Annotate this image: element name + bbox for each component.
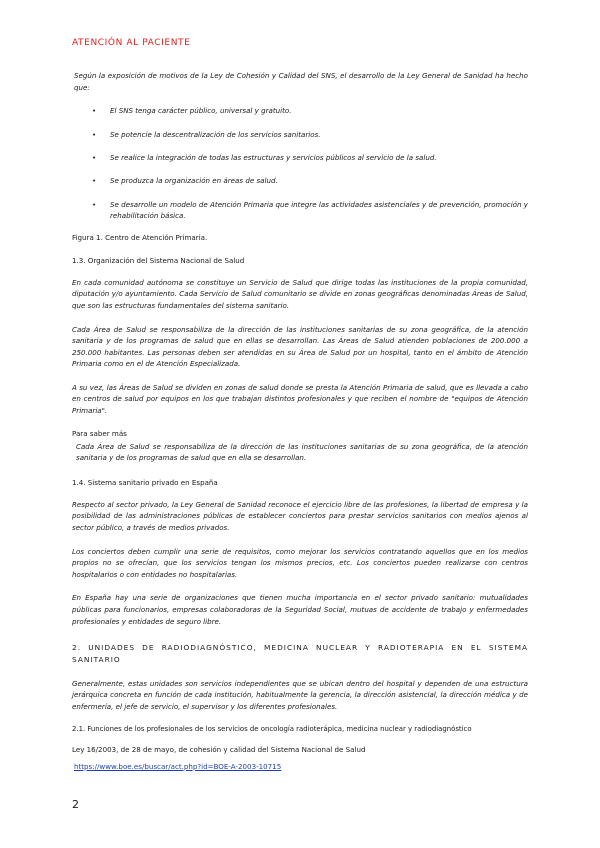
boe-link[interactable]: https://www.boe.es/buscar/act.php?id=BOE-A-2003-10715: [74, 761, 282, 771]
para-saber-mas-text: Cada Área de Salud se responsabiliza de la dirección de las instituciones sanitarias de su zona geográfica, de la atención sanitaria y de los programas de salud que en ella se desarrollan.: [76, 441, 528, 463]
paragraph: Los conciertos deben cumplir una serie de requisitos, como mejorar los servicios contratando aquellos que en los medios propios no se ofrecían, que los servicios tengan los mismos precios, etc. Los conciertos pueden realizarse con centros hospitalarios o con entidades no hospitalarias.: [72, 546, 528, 579]
paragraph: En España hay una serie de organizaciones que tienen mucha importancia en el sector privado sanitario: mutualidades públicas para funcionarios, empresas colaboradoras de la Seguridad Social, mutuas de accidente de trabajo y enfermedades profesionales y entidades de seguro libre.: [72, 593, 528, 626]
paragraph: Cada Área de Salud se responsabiliza de la dirección de las instituciones sanitarias de su zona geográfica, de la atención sanitaria y de los programas de salud que en ellas se desarrollan. Las Áreas de Salud atienden poblaciones de 200.000 a 250.000 habitantes. Las personas deben ser atendidas en su Área de Salud por un hospital, tanto en el ámbito de Atención Primaria como en el de Atención Especializada.: [72, 324, 528, 369]
para-saber-mas-label: Para saber más: [72, 428, 127, 438]
law-reference: Ley 16/2003, de 28 de mayo, de cohesión y calidad del Sistema Nacional de Salud: [72, 744, 366, 754]
section-heading-1-4: 1.4. Sistema sanitario privado en España: [72, 477, 218, 487]
paragraph: Respecto al sector privado, la Ley General de Sanidad reconoce el ejercicio libre de las profesiones, la libertad de empresa y la posibilidad de las administraciones públicas de establecer conciertos para prestar servicios sanitarios con medios ajenos al sector público, a través de medios privados.: [72, 499, 528, 533]
section-heading-2: 2. UNIDADES DE RADIODIAGNÓSTICO, MEDICINA NUCLEAR Y RADIOTERAPIA EN EL SISTEMA SANITARIO: [72, 643, 528, 664]
paragraph: Generalmente, estas unidades son servicios independientes que se ubican dentro del hospital y dependen de una estructura jerárquica concreta en función de cada institución, habitualmente la gerencia, la dirección asistencial, la dirección médica y de enfermería, el jefe de servicio, el supervisor y los diferentes profesionales.: [72, 678, 528, 711]
running-header: ATENCIÓN AL PACIENTE: [72, 38, 191, 48]
bullet-icon: •: [92, 129, 97, 139]
list-item: • El SNS tenga carácter público, universal y gratuito.: [92, 106, 292, 116]
bullet-icon: •: [92, 199, 97, 209]
list-item: • Se desarrolle un modelo de Atención Primaria que integre las actividades asistenciales y de prevención, promoción y rehabilitación básica.: [92, 199, 528, 221]
list-item: • Se realice la integración de todas las estructuras y servicios públicos al servicio de la salud.: [92, 152, 437, 162]
list-item: • Se potencie la descentralización de los servicios sanitarios.: [92, 129, 321, 139]
bullet-icon: •: [92, 176, 97, 186]
bullet-icon: •: [92, 152, 97, 162]
page-number: 2: [72, 798, 79, 811]
page-body: [72, 70, 528, 773]
section-heading-2-1: 2.1. Funciones de los profesionales de los servicios de oncología radioterápica, medicina nuclear y radiodiagnóstico: [72, 724, 472, 733]
figure-caption: Figura 1. Centro de Atención Primaria.: [72, 232, 208, 242]
section-heading-1-3: 1.3. Organización del Sistema Nacional de Salud: [72, 255, 245, 265]
paragraph: En cada comunidad autónoma se constituye un Servicio de Salud que dirige todas las instituciones de la propia comunidad, diputación y/o ayuntamiento. Cada Servicio de Salud comunitario se divide en zonas geográficas denominadas Áreas de Salud, que son las estructuras fundamentales del sistema sanitario.: [72, 277, 528, 310]
list-item: • Se produzca la organización en áreas de salud.: [92, 176, 278, 186]
bullet-list: [72, 105, 528, 222]
bullet-icon: •: [92, 106, 97, 116]
intro-paragraph: Según la exposición de motivos de la Ley de Cohesión y Calidad del SNS, el desarrollo de la Ley General de Sanidad ha hecho que:: [74, 71, 528, 92]
paragraph: A su vez, las Áreas de Salud se dividen en zonas de salud donde se presta la Atención Primaria de salud, que es llevada a cabo en centros de salud por equipos en los que trabajan distintos profesionales y que reciben el nombre de "equipos de Atención Primaria".: [72, 382, 528, 416]
